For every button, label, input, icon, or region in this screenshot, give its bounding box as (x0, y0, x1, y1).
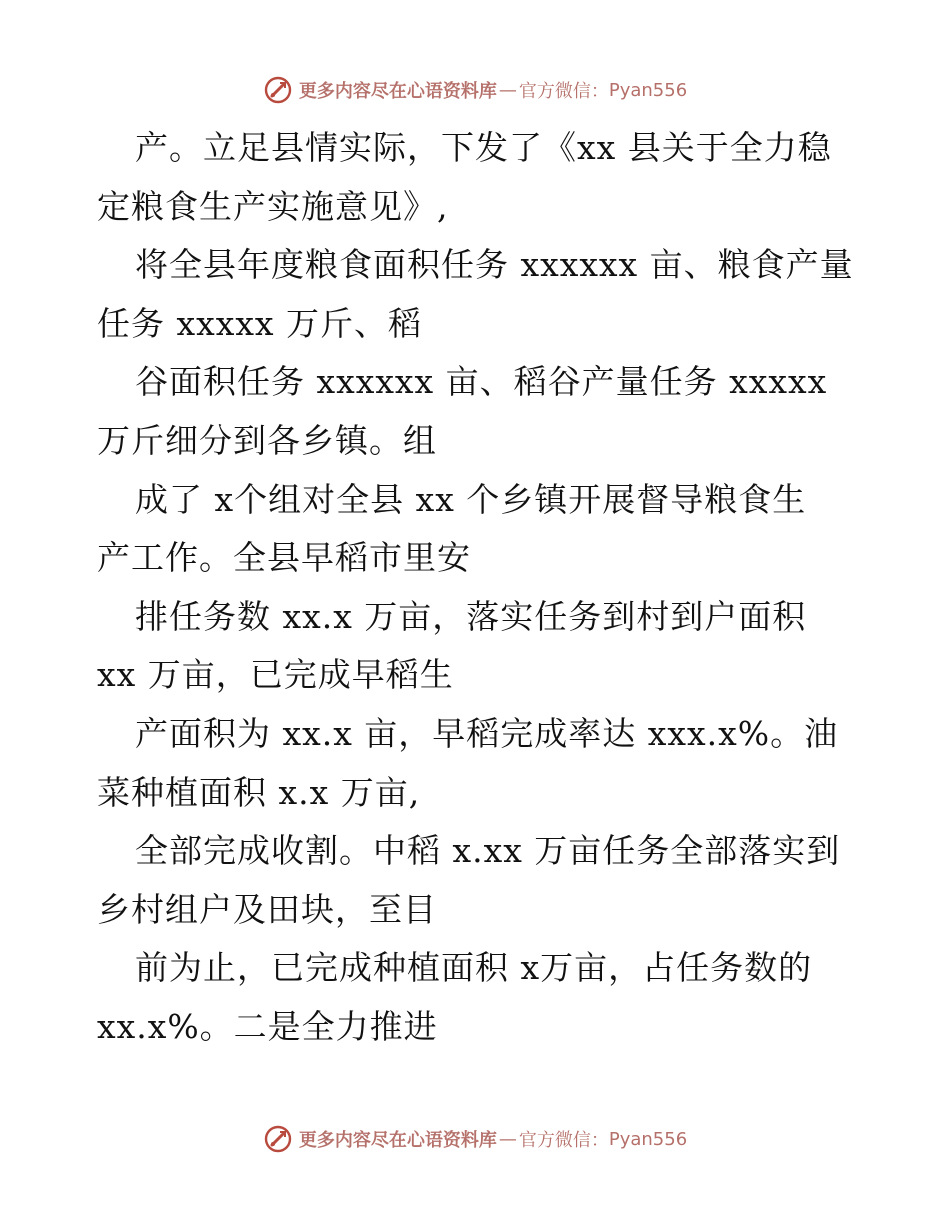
footer-wechat-id: Pyan556 (608, 1128, 688, 1150)
paragraph-line: 定粮食生产实施意见》, (97, 186, 449, 226)
paragraph-line: 排任务数 xx.x 万亩，落实任务到村到户面积 (135, 596, 807, 636)
paragraph-line: 产。立足县情实际，下发了《xx 县关于全力稳 (135, 128, 832, 167)
paragraph-line: 任务 xxxxx 万斤、稻 (97, 303, 423, 343)
paragraph-line: 产面积为 xx.x 亩，早稻完成率达 xxx.x%。油 (135, 713, 839, 753)
header-slogan: 更多内容尽在心语资料库 (298, 81, 497, 102)
header-contact-label: 官方微信： (518, 81, 609, 102)
paragraph-line: 乡村组户及田块，至目 (97, 889, 437, 929)
header-separator: — (498, 79, 517, 101)
paragraph-line: 全部完成收割。中稻 x.xx 万亩任务全部落实到 (135, 831, 841, 871)
footer-separator: — (498, 1128, 517, 1150)
header-wechat-id: Pyan556 (608, 79, 688, 101)
paragraph-line: 产工作。全县早稻市里安 (97, 538, 471, 578)
footer-contact-label: 官方微信： (518, 1130, 609, 1151)
footer-slogan: 更多内容尽在心语资料库 (298, 1130, 497, 1151)
quill-logo-icon (263, 1124, 293, 1154)
paragraph-line: 将全县年度粮食面积任务 xxxxxx 亩、粮食产量 (135, 245, 854, 285)
header-banner (0, 70, 950, 110)
paragraph-line: 万斤细分到各乡镇。组 (97, 420, 437, 460)
document-body (97, 119, 887, 1057)
paragraph-line: xx 万亩，已完成早稻生 (97, 655, 454, 695)
footer-banner (0, 1119, 950, 1159)
paragraph-line: 菜种植面积 x.x 万亩, (97, 772, 421, 812)
paragraph-line: 谷面积任务 xxxxxx 亩、稻谷产量任务 xxxxx (135, 362, 828, 402)
quill-logo-icon (263, 75, 293, 105)
paragraph-line: 成了 x个组对全县 xx 个乡镇开展督导粮食生 (135, 479, 807, 519)
paragraph-line: xx.x%。二是全力推进 (97, 1006, 438, 1046)
paragraph-line: 前为止，已完成种植面积 x万亩，占任务数的 (135, 948, 813, 988)
